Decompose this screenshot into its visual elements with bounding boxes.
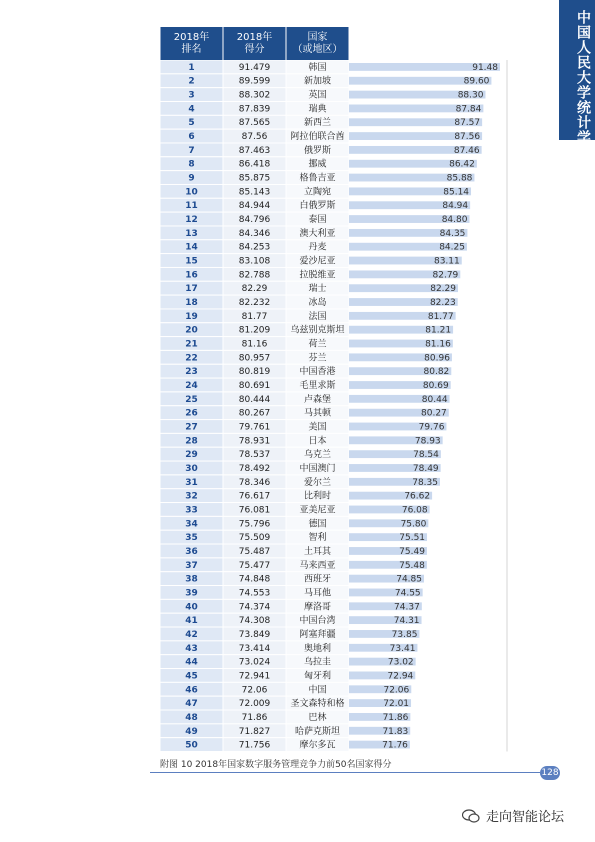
rank-value: 24 xyxy=(185,381,198,392)
score-value: 88.302 xyxy=(238,90,271,101)
score-value: 75.796 xyxy=(238,519,271,530)
rank-value: 12 xyxy=(185,215,198,226)
country-name: 乌克兰 xyxy=(303,450,332,461)
score-value: 83.108 xyxy=(238,256,271,267)
country-name: 比利时 xyxy=(303,491,332,502)
score-value: 73.024 xyxy=(238,657,271,668)
bar-label: 81.77 xyxy=(427,311,454,322)
bar-label: 80.82 xyxy=(423,367,450,378)
country-name: 爱尔兰 xyxy=(303,477,332,488)
rank-value: 18 xyxy=(185,298,198,309)
rank-value: 19 xyxy=(185,311,198,322)
rank-value: 34 xyxy=(185,519,198,530)
bar-label: 91.48 xyxy=(472,62,498,73)
rank-value: 6 xyxy=(188,132,195,143)
score-value: 80.444 xyxy=(238,394,271,405)
bar-label: 78.54 xyxy=(413,450,439,461)
rank-value: 31 xyxy=(185,477,198,488)
score-value: 82.788 xyxy=(238,270,271,281)
country-name: 巴林 xyxy=(308,712,327,723)
rank-value: 30 xyxy=(185,463,198,474)
country-name: 日本 xyxy=(308,436,327,447)
bar-label: 72.06 xyxy=(383,685,410,696)
bar-label: 73.02 xyxy=(387,657,414,668)
country-name: 泰国 xyxy=(308,215,327,226)
bar-label: 75.80 xyxy=(400,519,427,530)
bar-label: 72.94 xyxy=(387,671,414,682)
score-value: 82.232 xyxy=(238,298,271,309)
rank-value: 49 xyxy=(185,726,198,737)
score-value: 79.761 xyxy=(238,422,271,433)
sidebar-title: 中国人民大学统计学院 xyxy=(575,10,591,160)
score-value: 74.374 xyxy=(238,602,271,613)
country-name: 卢森堡 xyxy=(303,394,332,405)
bar-label: 78.35 xyxy=(412,477,439,488)
rank-value: 16 xyxy=(185,270,198,281)
rank-value: 4 xyxy=(188,104,195,115)
bar-label: 75.48 xyxy=(399,560,425,571)
score-value: 75.487 xyxy=(238,546,271,557)
score-value: 84.253 xyxy=(238,242,271,253)
score-value: 81.16 xyxy=(241,339,268,350)
score-value: 91.479 xyxy=(238,62,271,73)
rank-value: 44 xyxy=(185,657,198,668)
country-name: 马其顿 xyxy=(303,408,332,419)
bar-label: 84.80 xyxy=(441,215,468,226)
rank-value: 47 xyxy=(185,699,198,710)
bar-label: 82.79 xyxy=(432,270,459,281)
score-value: 85.143 xyxy=(238,187,271,198)
country-name: 美国 xyxy=(308,422,327,433)
rank-value: 14 xyxy=(185,242,198,253)
rank-value: 27 xyxy=(185,422,198,433)
score-value: 89.599 xyxy=(238,76,271,87)
bar-label: 87.56 xyxy=(454,132,481,143)
country-name: 马耳他 xyxy=(303,588,332,599)
score-value: 74.848 xyxy=(238,574,271,585)
country-name: 瑞士 xyxy=(308,284,327,295)
rank-value: 39 xyxy=(185,588,198,599)
rank-value: 11 xyxy=(185,201,198,212)
bar-label: 78.93 xyxy=(414,436,441,447)
score-value: 80.691 xyxy=(238,381,271,392)
header-score-text: 得分 xyxy=(244,44,265,55)
country-name: 哈萨克斯坦 xyxy=(294,726,341,737)
bar-label: 80.27 xyxy=(421,408,447,419)
country-name: 法国 xyxy=(308,311,327,322)
country-name: 拉脱维亚 xyxy=(299,270,336,281)
rank-value: 32 xyxy=(185,491,198,502)
country-name: 格鲁吉亚 xyxy=(299,173,336,184)
score-value: 87.56 xyxy=(241,132,268,143)
header-country-text: （或地区） xyxy=(292,44,343,55)
score-value: 74.308 xyxy=(238,616,271,627)
rank-value: 29 xyxy=(185,450,198,461)
score-value: 73.414 xyxy=(238,643,271,654)
watermark xyxy=(462,806,564,825)
rank-value: 28 xyxy=(185,436,198,447)
rank-value: 17 xyxy=(185,284,198,295)
rank-value: 3 xyxy=(188,90,195,101)
rank-value: 46 xyxy=(185,685,198,696)
rank-value: 43 xyxy=(185,643,198,654)
rank-value: 10 xyxy=(185,187,198,198)
country-name: 芬兰 xyxy=(308,353,327,364)
bar-label: 72.01 xyxy=(383,699,410,710)
bar-label: 71.76 xyxy=(382,740,408,751)
country-name: 英国 xyxy=(308,90,327,101)
header-score-text: 2018年 xyxy=(236,32,273,43)
bar-label: 75.49 xyxy=(399,546,425,557)
score-value: 75.477 xyxy=(238,560,271,571)
bar-label: 80.44 xyxy=(421,394,448,405)
country-name: 摩洛哥 xyxy=(303,602,332,613)
score-value: 71.827 xyxy=(238,726,271,737)
country-name: 挪威 xyxy=(308,159,327,170)
country-name: 中国 xyxy=(308,685,327,696)
footer-line xyxy=(150,772,540,773)
country-name: 俄罗斯 xyxy=(303,145,332,156)
bar-label: 87.46 xyxy=(453,145,480,156)
bar-label: 73.85 xyxy=(391,629,418,640)
country-name: 中国澳门 xyxy=(299,463,336,474)
rank-value: 26 xyxy=(185,408,198,419)
header-rank-text: 2018年 xyxy=(173,32,210,43)
rank-value: 15 xyxy=(185,256,198,267)
figure-caption: 附图 10 2018年国家数字服务管理竞争力前50名国家得分 xyxy=(160,760,392,770)
rank-value: 38 xyxy=(185,574,198,585)
country-name: 毛里求斯 xyxy=(299,381,336,392)
bar-label: 85.88 xyxy=(446,173,473,184)
rank-value: 7 xyxy=(188,145,195,156)
score-value: 72.941 xyxy=(238,671,271,682)
rank-value: 48 xyxy=(185,712,198,723)
country-name: 韩国 xyxy=(308,62,327,73)
country-name: 荷兰 xyxy=(308,339,327,350)
country-name: 乌拉圭 xyxy=(303,657,332,668)
country-name: 土耳其 xyxy=(303,546,332,557)
score-value: 72.009 xyxy=(238,699,271,710)
country-name: 白俄罗斯 xyxy=(299,201,336,212)
score-value: 76.081 xyxy=(238,505,271,516)
rank-value: 20 xyxy=(185,325,198,336)
score-value: 87.565 xyxy=(238,118,271,129)
score-value: 72.06 xyxy=(241,685,268,696)
rank-value: 21 xyxy=(185,339,198,350)
rank-value: 5 xyxy=(188,118,195,129)
rank-value: 35 xyxy=(185,533,198,544)
bar-label: 75.51 xyxy=(399,533,426,544)
country-name: 阿拉伯联合酋 xyxy=(290,132,345,143)
country-name: 新加坡 xyxy=(303,76,332,87)
country-name: 摩尔多瓦 xyxy=(299,740,336,751)
rank-value: 2 xyxy=(188,76,195,87)
rank-value: 33 xyxy=(185,505,198,516)
country-name: 奥地利 xyxy=(303,643,332,654)
score-value: 73.849 xyxy=(238,629,271,640)
watermark-text: 走向智能论坛 xyxy=(486,810,565,825)
bar-label: 76.62 xyxy=(404,491,431,502)
country-name: 圣文森特和格 xyxy=(290,699,345,710)
bar-label: 81.21 xyxy=(425,325,452,336)
bar-label: 84.94 xyxy=(442,201,469,212)
rank-value: 40 xyxy=(185,602,198,613)
score-value: 80.957 xyxy=(238,353,271,364)
bar-label: 78.49 xyxy=(412,463,439,474)
country-name: 新西兰 xyxy=(303,118,332,129)
country-name: 马来西亚 xyxy=(299,560,336,571)
rank-value: 45 xyxy=(185,671,198,682)
score-value: 71.756 xyxy=(238,740,271,751)
rank-value: 13 xyxy=(185,228,198,239)
bar-label: 85.14 xyxy=(443,187,470,198)
country-name: 中国台湾 xyxy=(299,616,336,627)
rank-value: 41 xyxy=(185,616,198,627)
rank-value: 22 xyxy=(185,353,198,364)
country-name: 智利 xyxy=(308,533,327,544)
bar-label: 71.86 xyxy=(382,712,409,723)
rank-value: 9 xyxy=(188,173,195,184)
bar-label: 79.76 xyxy=(418,422,445,433)
bar-label: 74.31 xyxy=(393,616,420,627)
country-name: 澳大利亚 xyxy=(299,228,336,239)
score-value: 87.463 xyxy=(238,145,271,156)
bar-label: 80.69 xyxy=(422,381,449,392)
score-value: 80.819 xyxy=(238,367,271,378)
bar-label: 87.84 xyxy=(455,104,482,115)
score-value: 78.346 xyxy=(238,477,271,488)
rank-value: 1 xyxy=(188,62,195,73)
country-name: 乌兹别克斯坦 xyxy=(290,325,345,336)
wechat-icon xyxy=(462,809,480,823)
bar-label: 84.25 xyxy=(439,242,465,253)
bar-label: 74.55 xyxy=(394,588,421,599)
page-number: 128 xyxy=(541,768,559,778)
country-name: 德国 xyxy=(308,519,327,530)
rank-value: 8 xyxy=(188,159,195,170)
country-name: 丹麦 xyxy=(308,242,327,253)
bar-label: 74.37 xyxy=(394,602,420,613)
rank-value: 25 xyxy=(185,394,198,405)
score-value: 76.617 xyxy=(238,491,271,502)
bar-label: 86.42 xyxy=(449,159,475,170)
score-value: 80.267 xyxy=(238,408,271,419)
country-name: 冰岛 xyxy=(308,298,327,309)
score-value: 71.86 xyxy=(241,712,268,723)
bar-label: 74.85 xyxy=(396,574,423,585)
country-name: 阿塞拜疆 xyxy=(299,629,336,640)
rank-value: 23 xyxy=(185,367,198,378)
bar-label: 82.29 xyxy=(430,284,457,295)
score-value: 75.509 xyxy=(238,533,271,544)
rank-value: 50 xyxy=(185,740,198,751)
bar-label: 73.41 xyxy=(389,643,416,654)
score-value: 74.553 xyxy=(238,588,271,599)
country-name: 亚美尼亚 xyxy=(299,505,336,516)
score-value: 78.931 xyxy=(238,436,271,447)
bar-label: 87.57 xyxy=(454,118,481,129)
score-value: 84.944 xyxy=(238,201,271,212)
rank-value: 37 xyxy=(185,560,198,571)
score-value: 81.77 xyxy=(241,311,268,322)
country-name: 立陶宛 xyxy=(303,187,332,198)
rank-value: 36 xyxy=(185,546,198,557)
score-value: 78.492 xyxy=(238,463,271,474)
country-name: 中国香港 xyxy=(299,367,336,378)
country-name: 瑞典 xyxy=(308,104,327,115)
score-value: 85.875 xyxy=(238,173,271,184)
score-value: 84.346 xyxy=(238,228,271,239)
score-value: 82.29 xyxy=(241,284,268,295)
country-name: 爱沙尼亚 xyxy=(299,256,336,267)
bar-label: 71.83 xyxy=(382,726,409,737)
bar-label: 84.35 xyxy=(439,228,466,239)
score-value: 78.537 xyxy=(238,450,271,461)
score-value: 81.209 xyxy=(238,325,271,336)
country-name: 匈牙利 xyxy=(303,671,332,682)
bar-label: 88.30 xyxy=(457,90,484,101)
rank-value: 42 xyxy=(185,629,198,640)
score-value: 86.418 xyxy=(238,159,271,170)
bar-label: 80.96 xyxy=(424,353,450,364)
bar-label: 83.11 xyxy=(433,256,460,267)
country-name: 西班牙 xyxy=(303,574,332,585)
score-value: 84.796 xyxy=(238,215,271,226)
bar-label: 81.16 xyxy=(425,339,451,350)
bar-label: 89.60 xyxy=(463,76,490,87)
bar-label: 76.08 xyxy=(401,505,428,516)
score-value: 87.839 xyxy=(238,104,271,115)
header-rank-text: 排名 xyxy=(181,44,202,55)
header-country-text: 国家 xyxy=(307,32,328,43)
bar-label: 82.23 xyxy=(429,298,456,309)
